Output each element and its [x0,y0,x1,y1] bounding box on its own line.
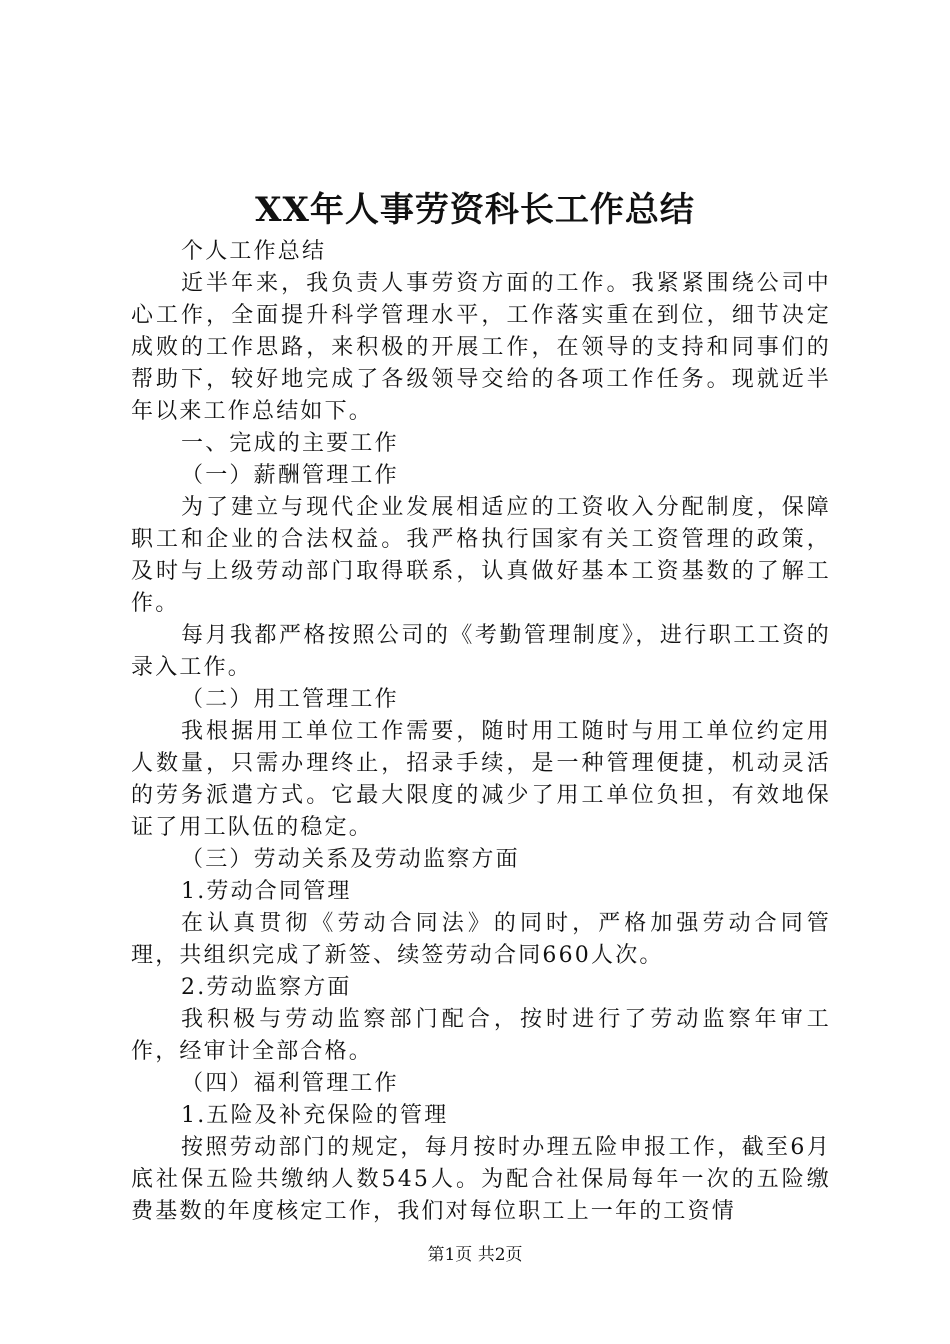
paragraph-intro: 近半年来，我负责人事劳资方面的工作。我紧紧围绕公司中心工作，全面提升科学管理水平，工作落实重在到位，细节决定成败的工作思路，来积极的开展工作，在领导的支持和同事们的帮助下，较好地完成了各级领导交给的各项工作任务。现就近半年以来工作总结如下。 [131,271,831,424]
paragraph-employment: 我根据用工单位工作需要，随时用工随时与用工单位约定用人数量，只需办理终止，招录手续，是一种管理便捷，机动灵活的劳务派遣方式。它最大限度的减少了用工单位负担，有效地保证了用工队伍的稳定。 [131,719,831,840]
subsection-heading-labor-relations: （三）劳动关系及劳动监察方面 [181,847,520,872]
subsection-heading-salary: （一）薪酬管理工作 [181,463,399,488]
page-footer: 第1页 共2页 [427,1245,523,1265]
subsection-heading-employment: （二）用工管理工作 [181,687,399,712]
subsection-heading-welfare: （四）福利管理工作 [181,1071,399,1096]
paragraph-salary: 为了建立与现代企业发展相适应的工资收入分配制度，保障职工和企业的合法权益。我严格执行国家有关工资管理的政策，及时与上级劳动部门取得联系，认真做好基本工资基数的了解工作。 [131,495,831,616]
item-heading-labor-contract: 1.劳动合同管理 [181,879,352,904]
document-title: XX年人事劳资科长工作总结 [255,190,695,230]
section-heading-main-work: 一、完成的主要工作 [181,431,399,456]
document-body [131,236,831,1228]
item-heading-insurance: 1.五险及补充保险的管理 [181,1103,449,1128]
paragraph-labor-inspection: 我积极与劳动监察部门配合，按时进行了劳动监察年审工作，经审计全部合格。 [131,1007,831,1064]
paragraph-heading-personal-summary: 个人工作总结 [181,239,327,264]
paragraph-attendance: 每月我都严格按照公司的《考勤管理制度》，进行职工工资的录入工作。 [131,623,831,680]
item-heading-labor-inspection: 2.劳动监察方面 [181,975,352,1000]
paragraph-labor-contract: 在认真贯彻《劳动合同法》的同时，严格加强劳动合同管理，共组织完成了新签、续签劳动合同660人次。 [131,911,831,968]
paragraph-insurance: 按照劳动部门的规定，每月按时办理五险申报工作，截至6月底社保五险共缴纳人数545人。为配合社保局每年一次的五险缴费基数的年度核定工作，我们对每位职工上一年的工资情 [131,1135,831,1224]
